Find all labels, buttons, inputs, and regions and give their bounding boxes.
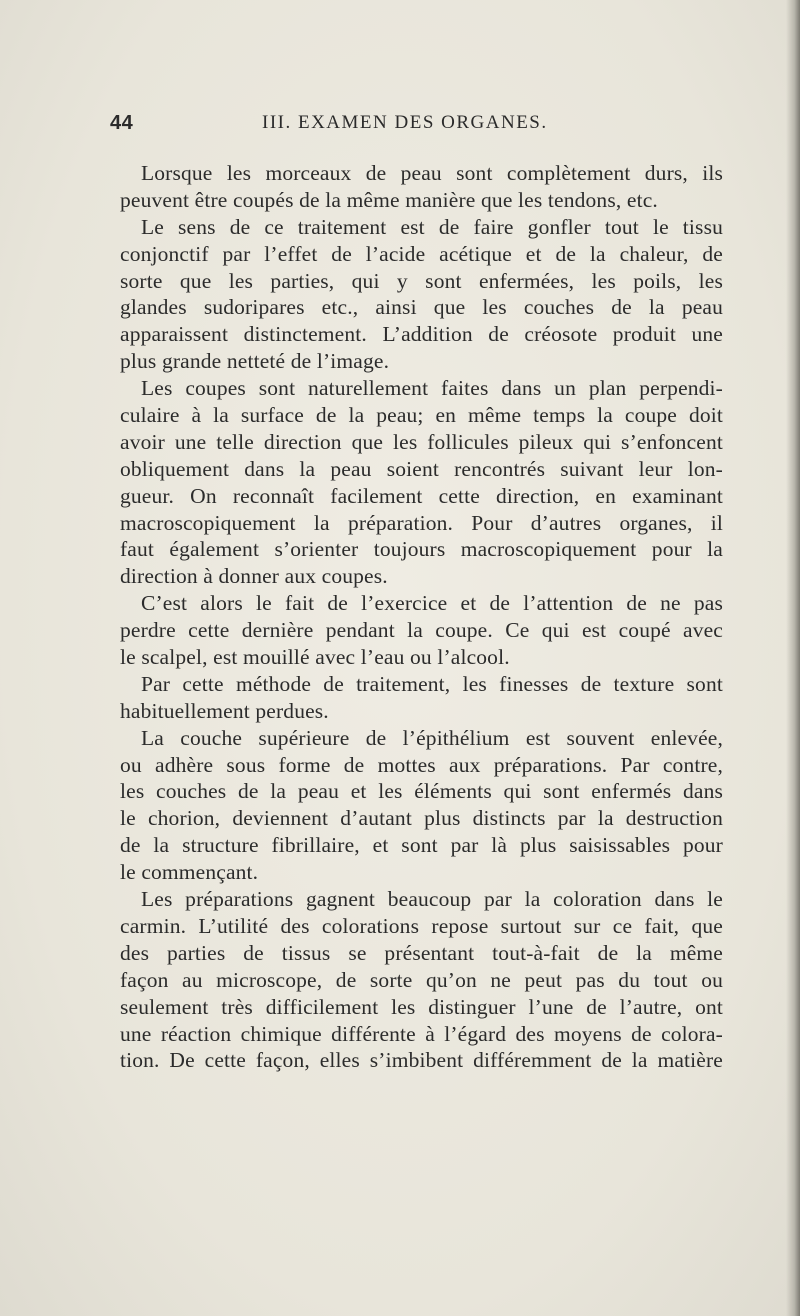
text-line: faut également s’orienter toujours macroscopiquement pour la	[120, 537, 723, 562]
text-line: façon au microscope, de sorte qu’on ne peut pas du tout ou	[120, 967, 723, 992]
text-line: conjonctif par l’effet de l’acide acétique et de la chaleur, de	[120, 241, 723, 266]
text-line: seulement très difficilement les distinguer l’une de l’autre, ont	[120, 994, 723, 1019]
page-edge-shadow	[786, 0, 800, 1316]
text-line: ou adhère sous forme de mottes aux préparations. Par contre,	[120, 752, 723, 777]
text-line: carmin. L’utilité des colorations repose surtout sur ce fait, que	[120, 913, 723, 938]
body-text	[120, 160, 723, 1074]
text-line: Lorsque les morceaux de peau sont complètement durs, ils	[141, 161, 723, 185]
text-line: tion. De cette façon, elles s’imbibent différemment de la matière	[120, 1048, 723, 1073]
text-line: le scalpel, est mouillé avec l’eau ou l’alcool.	[120, 645, 510, 670]
text-line: le chorion, deviennent d’autant plus distincts par la destruction	[120, 806, 723, 831]
text-line: obliquement dans la peau soient rencontrés suivant leur lon-	[120, 456, 723, 481]
text-line: Le sens de ce traitement est de faire gonfler tout le tissu	[141, 214, 723, 239]
text-line: direction à donner aux coupes.	[120, 564, 388, 589]
text-line: une réaction chimique différente à l’égard des moyens de colora-	[120, 1021, 723, 1046]
text-line: sorte que les parties, qui y sont enfermées, les poils, les	[120, 268, 723, 293]
text-line: plus grande netteté de l’image.	[120, 349, 390, 374]
text-line: des parties de tissus se présentant tout-à-fait de la même	[120, 940, 723, 965]
text-line: perdre cette dernière pendant la coupe. Ce qui est coupé avec	[120, 618, 723, 643]
text-line: avoir une telle direction que les follicules pileux qui s’enfoncent	[120, 429, 723, 454]
text-line: La couche supérieure de l’épithélium est souvent enlevée,	[141, 725, 723, 750]
text-line: habituellement perdues.	[120, 698, 329, 723]
text-line: apparaissent distinctement. L’addition de créosote produit une	[120, 322, 723, 347]
text-line: C’est alors le fait de l’exercice et de l’attention de ne pas	[141, 591, 723, 616]
text-line: gueur. On reconnaît facilement cette direction, en examinant	[120, 483, 723, 508]
text-line: les couches de la peau et les éléments qui sont enfermés dans	[120, 779, 723, 804]
page-number: 44	[110, 112, 134, 134]
text-line: Les coupes sont naturellement faites dans un plan perpendi-	[141, 376, 723, 401]
text-line: peuvent être coupés de la même manière que les tendons, etc.	[120, 187, 658, 212]
text-line: de la structure fibrillaire, et sont par là plus saisissables pour	[120, 833, 723, 858]
text-line: Par cette méthode de traitement, les finesses de texture sont	[141, 671, 723, 696]
chapter-title: III. EXAMEN DES ORGANES.	[262, 112, 548, 133]
running-head	[110, 112, 710, 138]
text-line: macroscopiquement la préparation. Pour d’autres organes, il	[120, 510, 723, 535]
text-line: le commençant.	[120, 860, 259, 885]
text-line: glandes sudoripares etc., ainsi que les couches de la peau	[120, 295, 723, 320]
text-line: culaire à la surface de la peau; en même temps la coupe doit	[120, 403, 723, 428]
text-line: Les préparations gagnent beaucoup par la coloration dans le	[141, 887, 723, 912]
